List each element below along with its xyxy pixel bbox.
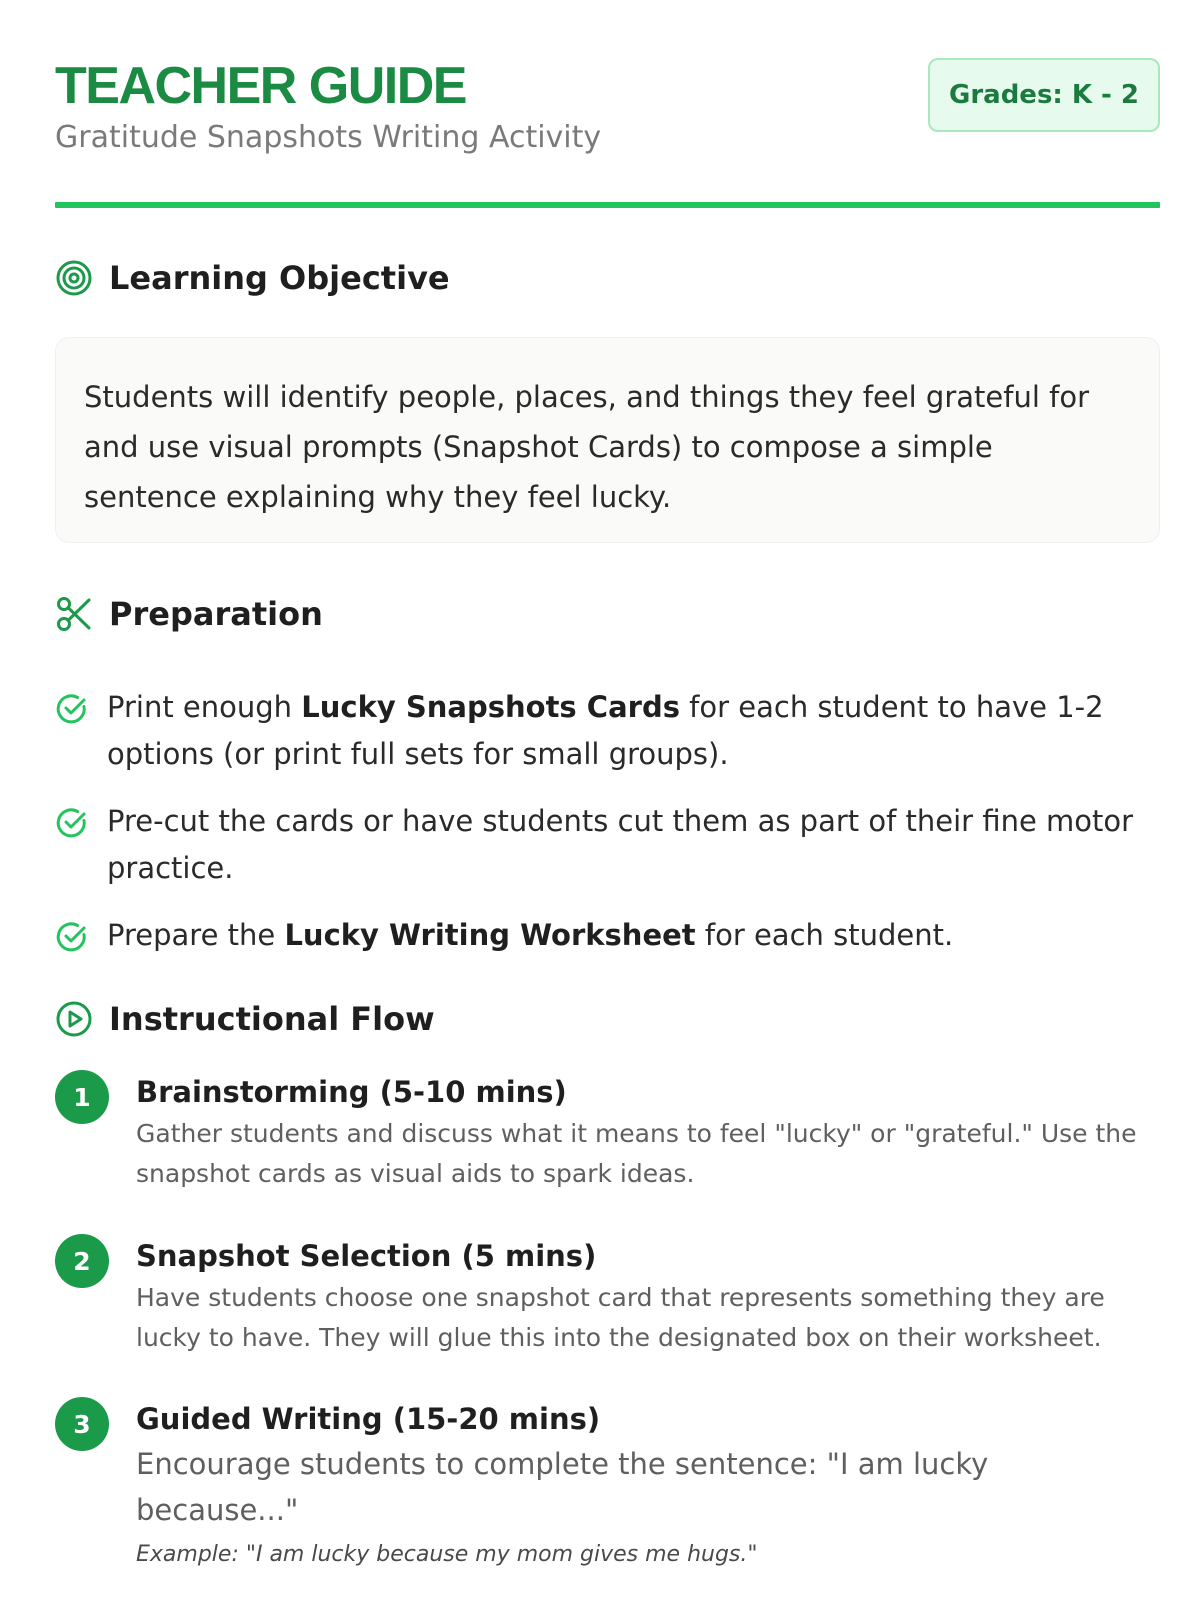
step-text: Gather students and discuss what it means to feel "lucky" or "grateful." Use the snapshot cards as visual aids to spark ideas. (136, 1119, 1137, 1188)
flow-step (55, 1234, 1160, 1364)
flow-step (55, 1070, 1160, 1200)
flow-heading-row (55, 1000, 435, 1038)
scissors-icon (55, 595, 93, 633)
page-subtitle: Gratitude Snapshots Writing Activity (55, 120, 602, 155)
prep-item-text: Prepare the Lucky Writing Worksheet for each student. (107, 918, 954, 952)
step-text: Encourage students to complete the sentence: "I am lucky because..." (136, 1447, 989, 1527)
step-number-badge: 2 (55, 1234, 109, 1288)
step-example: Example: "I am lucky because my mom gives me hugs." (136, 1542, 758, 1567)
preparation-list (55, 684, 1160, 979)
objective-heading-row (55, 259, 450, 297)
grade-badge: Grades: K - 2 (928, 58, 1160, 132)
step-number-badge: 1 (55, 1070, 109, 1124)
objective-text: Students will identify people, places, and things they feel grateful for and use visual prompts (Snapshot Cards) to compose a simple sentence explaining why they feel lucky. (84, 380, 1089, 514)
prep-item-text: Pre-cut the cards or have students cut them as part of their fine motor practice. (107, 804, 1134, 885)
step-text: Have students choose one snapshot card that represents something they are lucky to have. They will glue this into the designated box on their worksheet. (136, 1283, 1105, 1352)
play-circle-icon (55, 1000, 93, 1038)
prep-item-text: Print enough Lucky Snapshots Cards for each student to have 1-2 options (or print full sets for small groups). (107, 690, 1104, 771)
preparation-heading: Preparation (109, 595, 323, 633)
objective-box (55, 337, 1160, 543)
list-item (55, 912, 1160, 959)
preparation-heading-row (55, 595, 323, 633)
step-number-badge: 3 (55, 1397, 109, 1451)
list-item (55, 798, 1160, 892)
check-circle-icon (55, 692, 89, 726)
check-circle-icon (55, 806, 89, 840)
flow-step (55, 1397, 1160, 1567)
header-divider (55, 202, 1160, 208)
check-circle-icon (55, 920, 89, 954)
flow-heading: Instructional Flow (109, 1000, 435, 1038)
step-title: Snapshot Selection (5 mins) (136, 1239, 597, 1273)
guide-header (55, 58, 1160, 208)
list-item (55, 684, 1160, 778)
step-title: Brainstorming (5-10 mins) (136, 1075, 567, 1109)
target-icon (55, 259, 93, 297)
step-title: Guided Writing (15-20 mins) (136, 1402, 601, 1436)
objective-heading: Learning Objective (109, 259, 450, 297)
page-title: TEACHER GUIDE (55, 57, 466, 115)
